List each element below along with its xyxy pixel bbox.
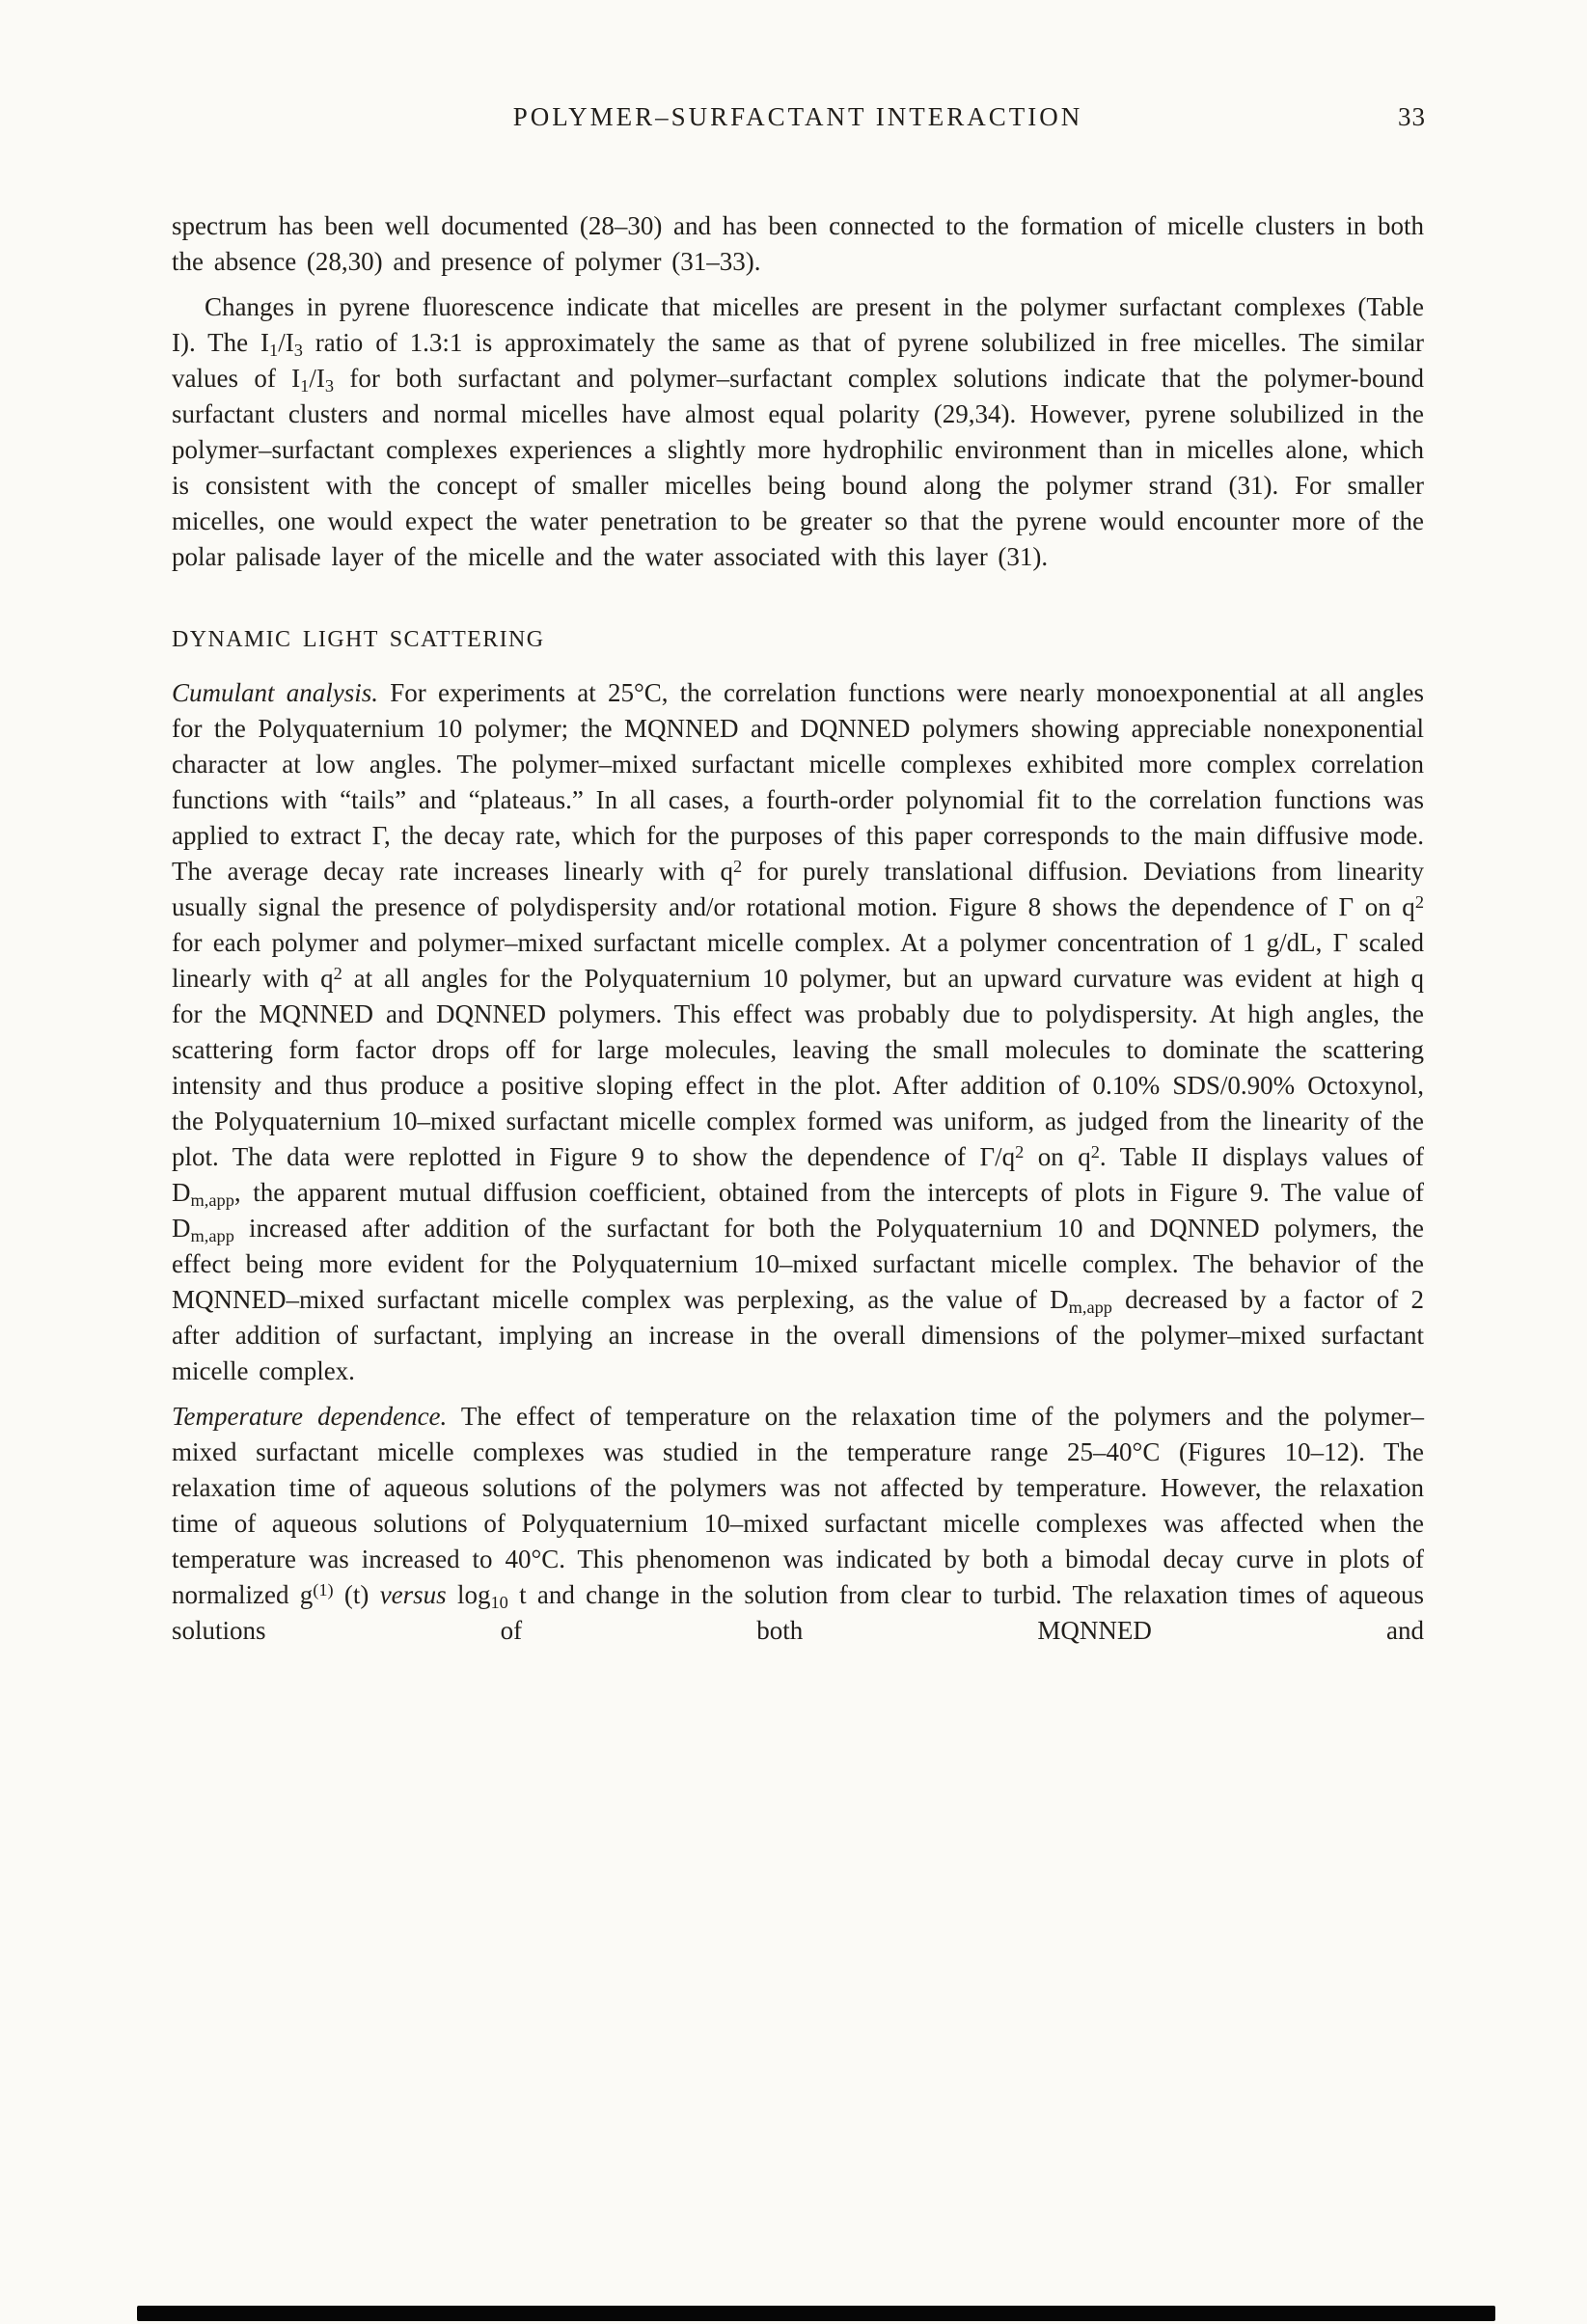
paragraph-temperature-dependence: Temperature dependence. The effect of temperature on the relaxation time of the polymers and the polymer–mixed surfactant micelle complexes was studied in the temperature range 25–40°C (Figures 10–12). The relaxation time of aqueous solutions of the polymers was not affected by temperature. However, the relaxation time of aqueous solutions of Polyquaternium 10–mixed surfactant micelle complexes was affected when the temperature was increased to 40°C. This phenomenon was indicated by both a bimodal decay curve in plots of normalized $g^{(1)}$ (t) versus $\log_{10} t$ and change in the solution from clear to turbid. The relaxation times of aqueous solutions of both MQNNED and	[172, 1402, 1424, 1645]
scan-artifact-bar	[137, 2306, 1495, 2321]
page-number: 33	[1398, 102, 1426, 131]
paragraph-spectrum-continuation: spectrum has been well documented (28–30) and has been connected to the formation of micelle clusters in both the absence (28,30) and presence of polymer (31–33).	[172, 211, 1424, 276]
section-heading-dynamic-light-scattering: DYNAMIC LIGHT SCATTERING	[172, 627, 545, 652]
paragraph-pyrene-fluorescence: Changes in pyrene fluorescence indicate that micelles are present in the polymer surfactant complexes (Table I). The $I_1/I_3$ ratio of 1.3:1 is approximately the same as that of pyrene solubilized in free micelles. The similar values of $I_1/I_3$ for both surfactant and polymer–surfactant complex solutions indicate that the polymer-bound surfactant clusters and normal micelles have almost equal polarity (29,34). However, pyrene solubilized in the polymer–surfactant complexes experiences a slightly more hydrophilic environment than in micelles alone, which is consistent with the concept of smaller micelles being bound along the polymer strand (31). For smaller micelles, one would expect the water penetration to be greater so that the pyrene would encounter more of the polar palisade layer of the micelle and the water associated with this layer (31).	[172, 292, 1424, 571]
page-content	[172, 102, 1424, 1649]
running-header	[172, 102, 1424, 137]
running-title: POLYMER–SURFACTANT INTERACTION	[512, 102, 1083, 131]
page-body	[172, 208, 1424, 1649]
paragraph-cumulant-analysis: Cumulant analysis. For experiments at 25°C, the correlation functions were nearly monoexponential at all angles for the Polyquaternium 10 polymer; the MQNNED and DQNNED polymers showing appreciable nonexponential character at low angles. The polymer–mixed surfactant micelle complexes exhibited more complex correlation functions with “tails” and “plateaus.” In all cases, a fourth-order polynomial fit to the correlation functions was applied to extract Γ, the decay rate, which for the purposes of this paper corresponds to the main diffusive mode. The average decay rate increases linearly with $q^2$ for purely translational diffusion. Deviations from linearity usually signal the presence of polydispersity and/or rotational motion. Figure 8 shows the dependence of Γ on $q^2$ for each polymer and polymer–mixed surfactant micelle complex. At a polymer concentration of 1 g/dL, Γ scaled linearly with $q^2$ at all angles for the Polyquaternium 10 polymer, but an upward curvature was evident at high q for the MQNNED and DQNNED polymers. This effect was probably due to polydispersity. At high angles, the scattering form factor drops off for large molecules, leaving the small molecules to dominate the scattering intensity and thus produce a positive sloping effect in the plot. After addition of 0.10% SDS/0.90% Octoxynol, the Polyquaternium 10–mixed surfactant micelle complex formed was uniform, as judged from the linearity of the plot. The data were replotted in Figure 9 to show the dependence of $\Gamma/q^2$ on $q^2$. Table II displays values of $D_{m,app}$, the apparent mutual diffusion coefficient, obtained from the intercepts of plots in Figure 9. The value of $D_{m,app}$ increased after addition of the surfactant for both the Polyquaternium 10 and DQNNED polymers, the effect being more evident for the Polyquaternium 10–mixed surfactant micelle complex. The behavior of the MQNNED–mixed surfactant micelle complex was perplexing, as the value of $D_{m,app}$ decreased by a factor of 2 after addition of surfactant, implying an increase in the overall dimensions of the polymer–mixed surfactant micelle complex.	[172, 678, 1425, 1385]
